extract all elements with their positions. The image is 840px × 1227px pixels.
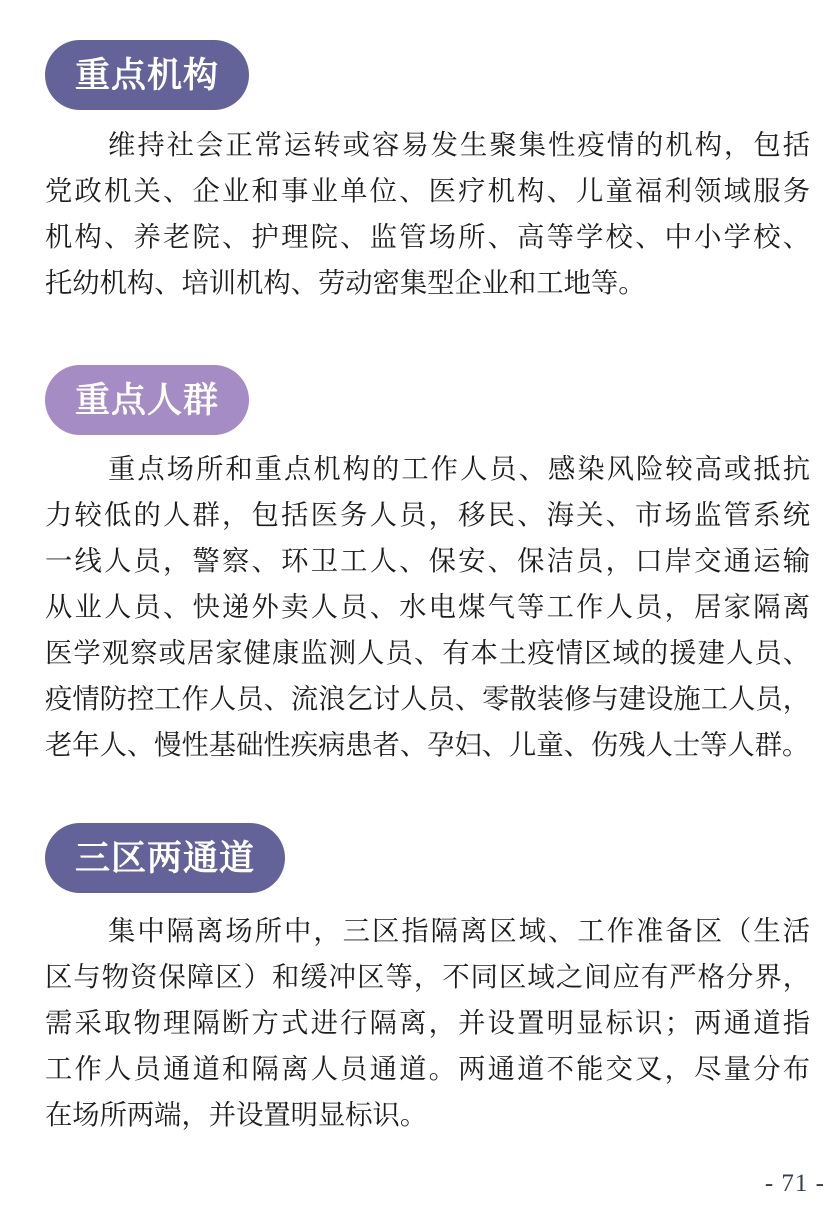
text-line: 从业人员、快递外卖人员、水电煤气等工作人员，居家隔离 bbox=[45, 591, 810, 622]
text-line: 维持社会正常运转或容易发生聚集性疫情的机构，包括 bbox=[108, 129, 810, 160]
text-line: 疫情防控工作人员、流浪乞讨人员、零散装修与建设施工人员， bbox=[45, 683, 810, 714]
section-heading-pill: 重点人群 bbox=[45, 365, 249, 435]
text-line: 重点场所和重点机构的工作人员、感染风险较高或抵抗 bbox=[108, 453, 810, 484]
text-line: 在场所两端，并设置明显标识。 bbox=[45, 1099, 428, 1130]
page-number: - 71 - bbox=[764, 1170, 825, 1197]
text-line: 工作人员通道和隔离人员通道。两通道不能交叉，尽量分布 bbox=[45, 1053, 810, 1084]
section-heading-pill: 三区两通道 bbox=[45, 823, 285, 893]
text-line: 一线人员，警察、环卫工人、保安、保洁员，口岸交通运输 bbox=[45, 545, 810, 576]
text-line: 区与物资保障区）和缓冲区等，不同区域之间应有严格分界， bbox=[45, 961, 810, 992]
text-line: 托幼机构、培训机构、劳动密集型企业和工地等。 bbox=[45, 267, 646, 298]
section-three-zones-two-passages bbox=[45, 768, 810, 1138]
text-line: 机构、养老院、护理院、监管场所、高等学校、中小学校、 bbox=[45, 221, 810, 252]
text-line: 党政机关、企业和事业单位、医疗机构、儿童福利领域服务 bbox=[45, 175, 810, 206]
section-paragraph bbox=[45, 122, 810, 306]
text-line: 老年人、慢性基础性疾病患者、孕妇、儿童、伤残人士等人群。 bbox=[45, 729, 810, 760]
section-paragraph bbox=[45, 908, 810, 1138]
text-line: 需采取物理隔断方式进行隔离，并设置明显标识；两通道指 bbox=[45, 1007, 810, 1038]
text-line: 集中隔离场所中，三区指隔离区域、工作准备区（生活 bbox=[108, 915, 810, 946]
text-line: 医学观察或居家健康监测人员、有本土疫情区域的援建人员、 bbox=[45, 637, 810, 668]
section-heading-pill: 重点机构 bbox=[45, 40, 249, 110]
section-key-institutions bbox=[45, 40, 810, 306]
text-line: 力较低的人群，包括医务人员，移民、海关、市场监管系统 bbox=[45, 499, 810, 530]
section-key-populations bbox=[45, 306, 810, 768]
section-paragraph bbox=[45, 446, 810, 768]
